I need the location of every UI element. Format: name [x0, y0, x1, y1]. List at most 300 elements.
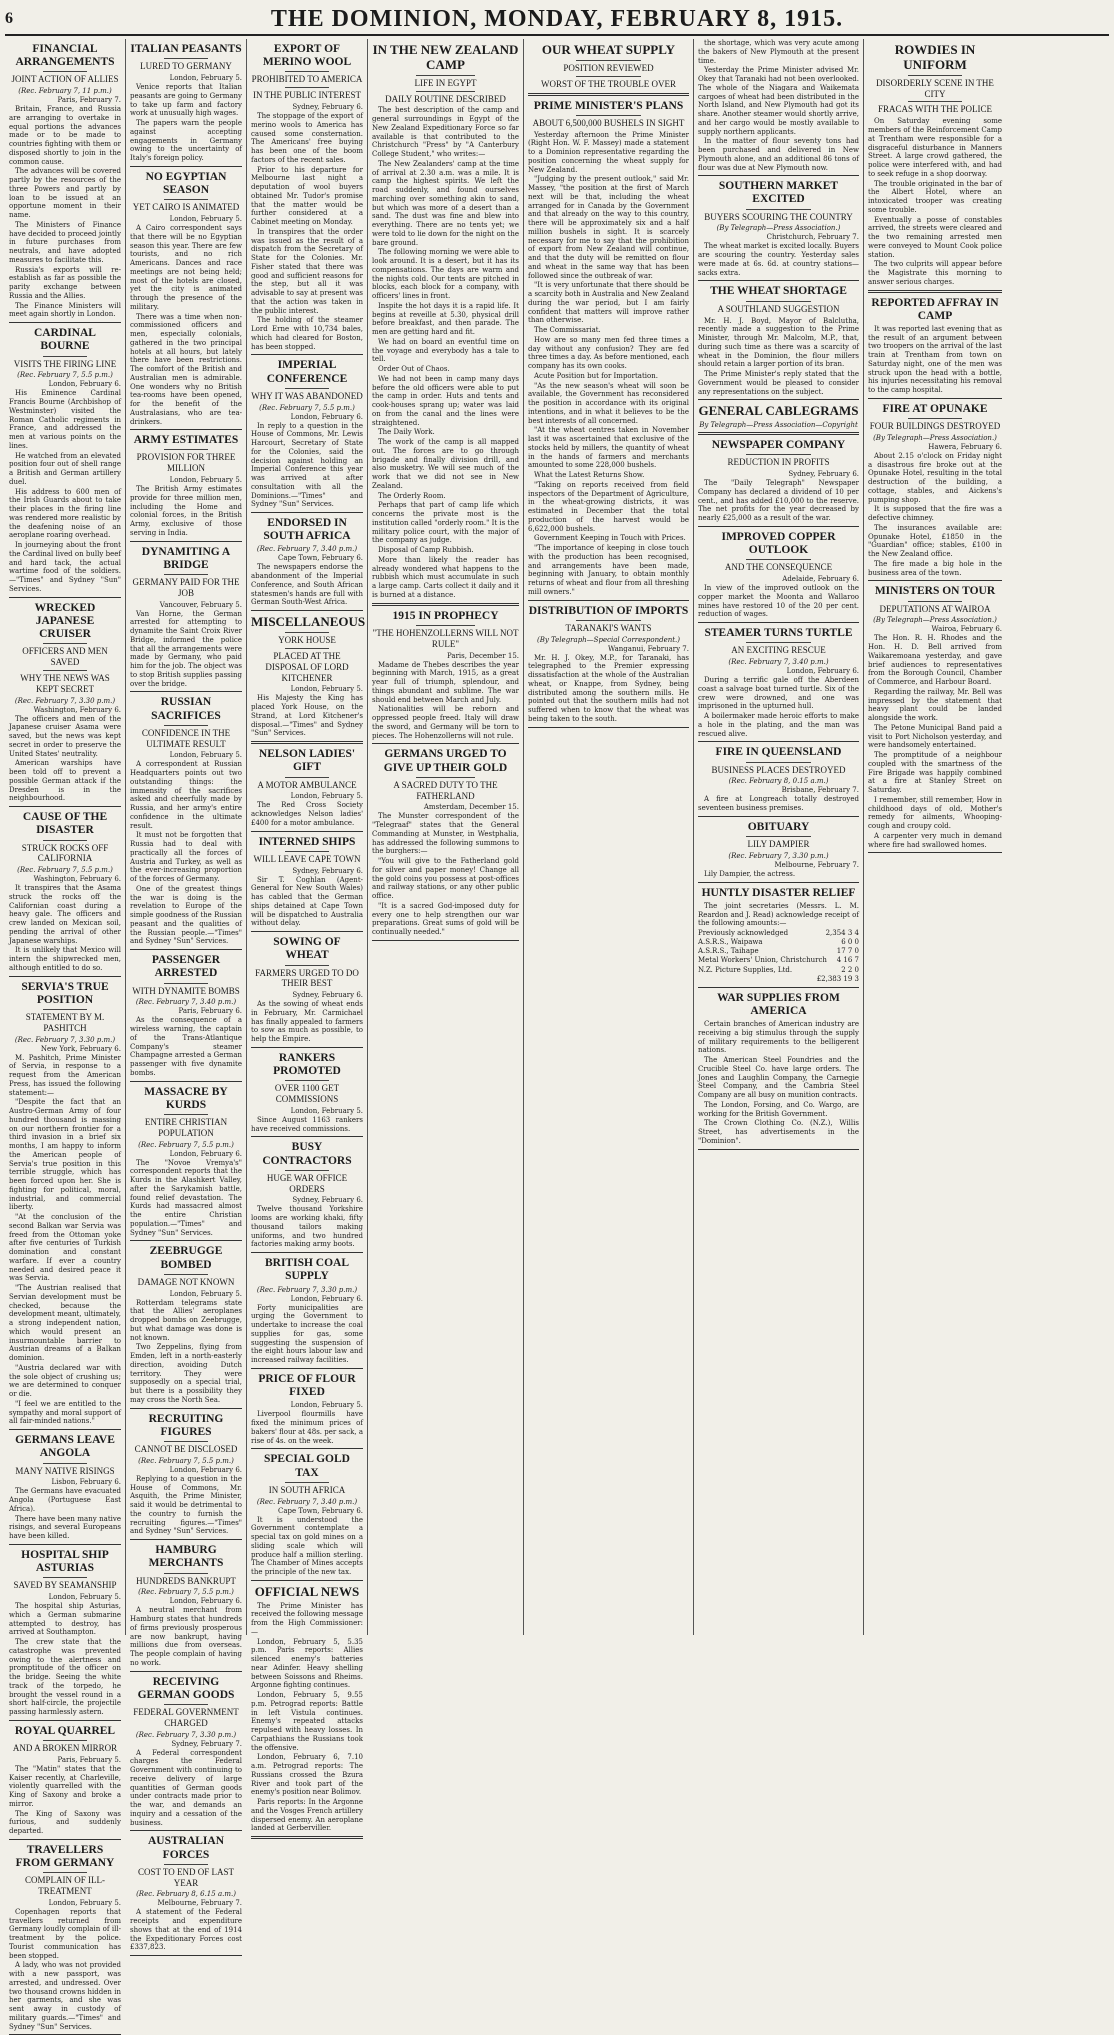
article: [251, 1373, 363, 1449]
article-paragraph: "The Austrian realised that Servian development must be checked, because the development meant, ultimately, a strong independent nation, which would present an insurmountable barrier to Austrian dreams of a Balkan dominion.: [9, 1284, 121, 1363]
article-credit: (Rec. February 7, 5.5 p.m.): [17, 866, 113, 875]
heading-rule: [285, 388, 330, 389]
article-separator: [698, 175, 859, 176]
article-heading: MINISTERS ON TOUR: [874, 585, 996, 598]
heading-rule: [746, 209, 810, 210]
list-item: [698, 938, 859, 947]
article-subheading: DAMAGE NOT KNOWN: [137, 1276, 235, 1287]
article: [9, 1434, 121, 1545]
article-credit: (Rec. February 7, 3.30 p.m.): [728, 851, 829, 860]
heading-rule: [285, 71, 330, 72]
article-dateline: Amsterdam, December 15.: [423, 803, 519, 812]
article-paragraph: Replying to a question in the House of Commons, Mr. Asquith, the Prime Minister, said it would be detrimental to the country to furnish the recruiting figures.—"Times" and Sydney "Sun" Services.: [130, 1474, 242, 1536]
article-dateline: Sydney, February 6.: [292, 1196, 363, 1205]
article: [251, 1585, 363, 1839]
article: [868, 585, 1002, 853]
article-paragraph: A correspondent at Russian Headquarters points out two outstanding things: the immensity of the sacrifices asked and cheerfully made by Russia, and her army's entire confidence in the ultimate result.: [130, 760, 242, 830]
article: [698, 746, 859, 817]
article-paragraph: Disposal of Camp Rubbish.: [378, 546, 474, 555]
article-paragraph: Lily Dampier, the actress.: [704, 869, 796, 878]
article-paragraph: Regarding the railway, Mr. Bell was impressed by the statement that heavy plant could be landed alongside the work.: [868, 687, 1002, 723]
article: [868, 403, 1002, 582]
article: [251, 517, 363, 611]
article-paragraph: A statement of the Federal receipts and expenditure shows that at the end of 1914 the Expeditionary Forces cost £337,823.: [130, 1908, 242, 1952]
article: [698, 285, 859, 400]
article: [251, 1141, 363, 1253]
article-paragraph: Prior to his departure for Melbourne last night a deputation of wool buyers obtained Mr. Tudor's promise that the matter would be further considered at a Cabinet meeting on Monday.: [251, 165, 363, 227]
article: [130, 1413, 242, 1540]
heading-rule: [285, 777, 330, 778]
article-paragraph: The hospital ship Asturias, which a German submarine attempted to destroy, has arrived at Southampton.: [9, 1602, 121, 1637]
article: [130, 1835, 242, 1956]
article-heading: ROYAL QUARREL: [14, 1724, 116, 1737]
article-credit: (Rec. February 7, 3.30 p.m.): [14, 1035, 116, 1044]
article: [251, 936, 363, 1048]
article: [9, 811, 121, 977]
article-subheading: A MOTOR AMBULANCE: [257, 779, 357, 790]
article-heading: ROWDIES IN UNIFORM: [894, 42, 976, 72]
article-separator: [698, 622, 859, 623]
article-dateline: Hawera, February 6.: [928, 442, 1002, 451]
article: [698, 531, 859, 623]
article-separator: [251, 831, 363, 832]
article-separator: [9, 806, 121, 807]
article-subheading: HUNDREDS BANKRUPT: [136, 1575, 236, 1586]
list-item-label: A.S.R.S., Taihape: [698, 947, 759, 956]
article-paragraph: There was a time when non-commissioned officers and men, especially colonials, gathered in the two principal hotels at all hours, but lately there have been restrictions. The comfort of the British and Australian men is admirable. One wonders why no British tea-rooms have been opened, for the benefit of the Australasians, who are tea-drinkers.: [130, 312, 242, 426]
article-paragraph: "As the new season's wheat will soon be available, the Government has reconsidered the position in accordance with its original intentions, and in what it believes to be the best interests of all concerned.: [528, 381, 689, 425]
article-heading: RECEIVING GERMAN GOODS: [137, 1675, 235, 1701]
article-separator: [130, 429, 242, 430]
article-subheading: FARMERS URGED TO DO THEIR BEST: [255, 967, 359, 989]
article-paragraph: The papers warn the people against accepting engagements in Germany owing to the uncertainty of Italy's foreign policy.: [130, 119, 242, 163]
article-dateline: Paris, December 15.: [447, 651, 519, 660]
article-credit: (Rec. February 7, 3.30 p.m.): [256, 1285, 358, 1294]
article-heading: MISCELLANEOUS: [251, 614, 366, 630]
article-credit: (Rec. February 8, 6.15 a.m.): [136, 1890, 236, 1899]
article-heading: HOSPITAL SHIP ASTURIAS: [21, 1548, 109, 1575]
article-subheading: WHY IT WAS ABANDONED: [251, 390, 363, 401]
list-item-label: A.S.R.S., Waipawa: [698, 938, 763, 947]
article-paragraph: the shortage, which was very acute among the bakers of New Plymouth at the present time.: [698, 39, 859, 65]
article-heading: GERMANS URGED TO GIVE UP THEIR GOLD: [383, 748, 508, 774]
heading-rule: [285, 1170, 330, 1171]
article-subheading: A SACRED DUTY TO THE FATHERLAND: [393, 779, 498, 801]
heading-rule: [43, 356, 88, 357]
list-item: [698, 947, 859, 956]
article-subheading: AND THE CONSEQUENCE: [724, 562, 833, 573]
article-separator: [130, 166, 242, 167]
article-dateline: Washington, February 6.: [33, 875, 121, 884]
article-paragraph: Mr. H. J. Boyd, Mayor of Balclutha, recently made a suggestion to the Prime Minister, through Mr. Malcolm, M.P., that, during such time as there was a scarcity of wheat in the Dominion, the flour millers should retain a larger portion of its bran.: [698, 316, 859, 369]
heading-rule: [43, 643, 88, 644]
article-dateline: Sydney, February 7.: [171, 1739, 242, 1748]
article-subheading: POSITION REVIEWED: [563, 62, 654, 73]
article: [130, 1086, 242, 1242]
article-paragraph: In journeying about the front the Cardinal lived on bully beef and hard tack, the actual wartime food of the soldiers.—"Times" and Sydney "Sun" Services.: [9, 541, 121, 593]
article-paragraph: "You will give to the Fatherland gold for silver and paper money! Change all the gold coins you possess at post-offices and railway stations, or any other public office.: [372, 857, 519, 901]
article-paragraph: The King of Saxony was furious, and suddenly departed.: [9, 1809, 121, 1836]
article-heading: IMPERIAL CONFERENCE: [266, 359, 348, 385]
article-paragraph: A Cairo correspondent says that there will be no Egyptian season this year. There are few tourists, and no rich Americans. Dances and race meetings are not being held; most of the hotels are closed, yet the city is animated through the presence of the military.: [130, 224, 242, 311]
article-paragraph: Certain branches of American industry are receiving a big stimulus through the supply of military requirements to the belligerent nations.: [698, 1020, 859, 1055]
article-heading: NO EGYPTIAN SEASON: [145, 170, 227, 196]
article-paragraph: "At the conclusion of the second Balkan war Servia was freed from the Ottoman yoke after five centuries of Turkish domination and constant warfare. If ever a country needed and desired peace it was Servia.: [9, 1213, 121, 1283]
article-separator: [130, 949, 242, 950]
article-paragraph: As the consequence of a wireless warning, the captain of the Trans-Atlantique Company's steamer Champagne arrested a German passenger with five dynamite bombs.: [130, 1016, 242, 1077]
article: [251, 1453, 363, 1580]
article-subheading: WORST OF THE TROUBLE OVER: [540, 78, 676, 89]
article-separator: [698, 399, 859, 400]
article-paragraph: His Majesty the King has placed York House, on the Strand, at Lord Kitchener's disposal.—"Times" and Sydney "Sun" Services.: [251, 694, 363, 738]
article-separator: [698, 1149, 859, 1150]
article-credit: (Rec. February 7, 5.5 p.m.): [138, 1588, 234, 1597]
article-heading: STEAMER TURNS TURTLE: [704, 627, 853, 640]
article-paragraph: A Federal correspondent charges the Federal Government with continuing to receive delivery of large quantities of German goods under contracts made prior to the war, and demands an inquiry and a cessation of the business.: [130, 1748, 242, 1827]
article-paragraph: The officers and men of the Japanese cruiser Asama were saved, but the news was kept secret in order to preserve the United States' neutrality.: [9, 714, 121, 758]
article-paragraph: The joint secretaries (Messrs. L. M. Reardon and J. Read) acknowledge receipt of the following amounts:—: [698, 901, 859, 928]
heading-rule: [746, 762, 810, 763]
article-paragraph: The Ministers of Finance have decided to proceed jointly in future purchases from neutrals, and have adopted measures to facilitate this.: [9, 220, 121, 264]
article-paragraph: It is supposed that the fire was a defective chimney.: [868, 505, 1002, 523]
article-heading: RECRUITING FIGURES: [148, 1412, 224, 1438]
article-paragraph: During a terrific gale off the Aberdeen coast a salvage boat turned turtle. Six of the crew were drowned, and one was imprisoned in the upturned hull.: [698, 676, 859, 711]
article: [868, 43, 1002, 293]
article-paragraph: Van Horne, the German arrested for attempting to dynamite the Saint Croix River Bridge, informed the police that all the arrangements were made by Germany, who paid him for the job. The object was to stop British supplies passing over the bridge.: [130, 609, 242, 688]
article-paragraph: Since August 1163 rankers have received commissions.: [251, 1115, 363, 1133]
article-heading: SOUTHERN MARKET EXCITED: [718, 180, 839, 206]
article: [9, 981, 121, 1431]
heading-rule: [164, 983, 209, 984]
article-heading: IMPROVED COPPER OUTLOOK: [721, 530, 836, 557]
article-separator: [9, 322, 121, 323]
article-subheading: LILY DAMPIER: [747, 839, 810, 850]
article-paragraph: Rotterdam telegrams state that the Allies' aeroplanes dropped bombs on Zeebrugge, but what damage was done is not known.: [130, 1298, 242, 1342]
article-credit: (Rec. February 7, 5.5 p.m.): [17, 371, 113, 380]
article-dateline: London, February 5.: [169, 1289, 242, 1298]
article-paragraph: As the sowing of wheat ends in February, Mr. Carmichael has finally appealed to farmers to sow as much as possible, to help the Empire.: [251, 1000, 363, 1044]
article-paragraph: The promptitude of a neighbour coupled with the smartness of the Fire Brigade was happily combined at a fire at Stanley Street on Saturday.: [868, 751, 1002, 795]
article-heading: SPECIAL GOLD TAX: [264, 1453, 350, 1479]
heading-rule: [908, 601, 962, 602]
article-credit: (By Telegraph—Press Association.): [716, 224, 841, 233]
article-dateline: Sydney, February 6.: [292, 991, 363, 1000]
article-heading: OFFICIAL NEWS: [254, 1583, 360, 1599]
article: [9, 1725, 121, 1840]
article-heading: TRAVELLERS FROM GERMANY: [15, 1843, 115, 1870]
article-paragraph: The best description of the camp and general surroundings in Egypt of the New Zealand Expeditionary Force so far available is that contributed to the Christchurch "Press" by "A Canterbury College Student," who writes:—: [372, 106, 519, 159]
article: [251, 1052, 363, 1138]
article-paragraph: It was reported last evening that as the result of an argument between two troopers on the arrival of the last train at Trentham from town on Saturday night, one of the men was struck upon the head with a bottle, his injuries necessitating his removal to the camp hospital.: [868, 324, 1002, 395]
article-dateline: London, February 6.: [169, 1149, 242, 1158]
column-7: [864, 39, 1006, 1635]
heading-rule: [908, 75, 962, 76]
heading-rule: [285, 1080, 330, 1081]
article-paragraph: Nationalities will be reborn and oppressed people freed. Italy will draw the sword, and Germany will be torn to pieces. The Hohenzollerns will not rule.: [372, 705, 519, 740]
heading-rule: [164, 1441, 209, 1442]
article-separator: [130, 1408, 242, 1409]
article-subheading: IN THE PUBLIC INTEREST: [252, 90, 362, 101]
heading-rule: [285, 632, 330, 633]
article-paragraph: A fire at Longreach totally destroyed seventeen business premises.: [698, 795, 859, 813]
article: [698, 627, 859, 742]
article-paragraph: The Commissariat.: [534, 326, 601, 335]
article-heading: FIRE IN QUEENSLAND: [715, 746, 842, 759]
article-paragraph: His Eminence Cardinal Francis Bourne (Archbishop of Westminster) visited the Roman Catholic regiments in France, and addressed the men at various points on the lines.: [9, 389, 121, 450]
article: [9, 602, 121, 807]
article-heading: PRICE OF FLOUR FIXED: [258, 1372, 356, 1399]
article-paragraph: The Daily Work.: [378, 428, 435, 437]
article-dateline: London, February 6.: [786, 667, 859, 676]
article-paragraph: Liverpool flourmills have fixed the minimum prices of bakers' flour at 48s. per sack, a rise of 4s. on the week.: [251, 1410, 363, 1445]
article-separator: [9, 1429, 121, 1430]
article-paragraph: The "Novoe Vremya's" correspondent reports that the Kurds in the Alashkert Valley, after the Sarykamish battle, found relief devastation. The Kurds had massacred almost the entire Christian population.—"Times" and Sydney "Sun" Services.: [130, 1158, 242, 1237]
heading-rule: [164, 1864, 209, 1865]
article: [372, 43, 519, 606]
heading-rule: [746, 454, 810, 455]
article-heading: RUSSIAN SACRIFICES: [151, 696, 221, 722]
article-paragraph: The holding of the steamer Lord Erne with 10,734 bales, which had cleared for Boston, has been stopped.: [251, 316, 363, 351]
article-separator: [698, 741, 859, 742]
article-dateline: London, February 5.: [290, 685, 363, 694]
article-paragraph: Yesterday afternoon the Prime Minister (Right Hon. W. F. Massey) made a statement to a Dominion representative regarding the position concerning the wheat supply for New Zealand.: [528, 130, 689, 174]
newspaper-page: [5, 4, 1109, 2031]
article-separator: [9, 1544, 121, 1545]
article-subheading: YET CAIRO IS ANIMATED: [132, 202, 240, 213]
article-paragraph: The Red Cross Society acknowledges Nelson ladies' £400 for a motor ambulance.: [251, 801, 363, 827]
heading-rule: [164, 725, 209, 726]
article-paragraph: There have been many native risings, and several Europeans have been killed.: [9, 1514, 121, 1541]
heading-rule: [908, 101, 962, 102]
article-subheading: PLACED AT THE DISPOSAL OF LORD KITCHENER: [265, 650, 349, 683]
heading-rule: [746, 559, 810, 560]
article-heading: SOWING OF WHEAT: [273, 936, 341, 962]
article-paragraph: It is understood the Government contemplate a special tax on gold mines on a sliding scale which will produce half a million sterling. The Chamber of Mines accepts the principle of the new tax.: [251, 1515, 363, 1577]
article-paragraph: Paris reports: In the Argonne and the Vosges French artillery dispersed enemy. An aeroplane landed at Gerberviller.: [251, 1798, 363, 1833]
article-heading: DISTRIBUTION OF IMPORTS: [528, 604, 689, 617]
article-heading: PASSENGER ARRESTED: [151, 954, 221, 980]
article-heading: THE WHEAT SHORTAGE: [710, 285, 847, 298]
article: [698, 992, 859, 1150]
list-item: [698, 956, 859, 965]
article-subheading: TARANAKI'S WANTS: [565, 622, 652, 633]
article-heading: OUR WHEAT SUPPLY: [541, 42, 676, 57]
article-dateline: Sydney, February 6.: [788, 470, 859, 479]
subscription-list: [698, 929, 859, 984]
article-separator: [130, 1240, 242, 1241]
article-credit: (Rec. February 7, 3.40 p.m.): [256, 1497, 358, 1506]
list-item: [698, 929, 859, 938]
article-paragraph: The crew state that the catastrophe was prevented owing to the alertness and promptitude of the officer on the bridge. Seeing the white track of the torpedo, he brought the vessel round in a short half-circle, the projectile passing harmlessly astern.: [9, 1638, 121, 1717]
article-paragraph: Sir T. Coghlan (Agent-General for New South Wales) has cabled that the German ships detained at Cape Town will be dispatched to Australia without delay.: [251, 875, 363, 928]
article-dateline: Melbourne, February 7.: [774, 860, 859, 869]
article-paragraph: The trouble originated in the bar of the Albert Hotel, where an intoxicated trooper was creating some trouble.: [868, 179, 1002, 214]
article-separator: [698, 526, 859, 527]
article-dateline: London, February 5.: [290, 1401, 363, 1410]
article-paragraph: The two culprits will appear before the Magistrate this morning to answer serious charges.: [868, 260, 1002, 286]
article-separator: [251, 931, 363, 932]
article-subheading: MANY NATIVE RISINGS: [15, 1465, 115, 1476]
article-paragraph: On Saturday evening some members of the Reinforcement Camp at Trentham were responsible for a disgraceful disturbance in Manners Street. A large crowd gathered, the police were interfered with, and had to seek refuge in a shop doorway.: [868, 117, 1002, 178]
article: [528, 100, 689, 601]
article-subheading: BUYERS SCOURING THE COUNTRY: [704, 211, 853, 222]
article-paragraph: The fire made a big hole in the business area of the town.: [868, 559, 1002, 577]
column-3: [247, 39, 368, 1833]
article-paragraph: We had not been in camp many days before the old officers were able to put the camp in order. Huts and tents and cook-houses sprang up; water was laid on from the canal and the lines were straightened.: [372, 374, 519, 427]
article-separator: [130, 691, 242, 692]
article-paragraph: The following morning we were able to look around. It is a desert, but it has its compensations. The days are warm and the nights cold. Our tents are pitched in blocks, each block for a company, with officers' lines in front.: [372, 248, 519, 301]
article-paragraph: Twelve thousand Yorkshire looms are working khaki, fifty thousand tailors making uniforms, and two hundred factories making army boots.: [251, 1205, 363, 1249]
article-subheading: REDUCTION IN PROFITS: [727, 457, 830, 468]
article-paragraph: Acute Position but for Importation.: [534, 371, 658, 380]
article: [251, 43, 363, 355]
article: [130, 1676, 242, 1832]
article-heading: BRITISH COAL SUPPLY: [264, 1257, 350, 1283]
article-paragraph: Copenhagen reports that travellers returned from Germany loudly complain of ill-treatment by the police. Tourist communication has been stopped.: [9, 1907, 121, 1960]
article-paragraph: About 2.15 o'clock on Friday night a disastrous fire broke out at the Opunake Hotel, resulting in the total destruction of the building, a cottage, stables, and Aickens's pumping shop.: [868, 451, 1002, 504]
article-dateline: Brisbane, February 7.: [781, 786, 859, 795]
article-paragraph: The Hon. R. H. Rhodes and the Hon. H. D. Bell arrived from Waikaremoana yesterday, and gave brief audiences to representatives from the Borough Council, Chamber of Commerce, and Harbour Board.: [868, 634, 1002, 687]
article-heading: FINANCIAL ARRANGEMENTS: [15, 43, 115, 69]
article-subheading: AN EXCITING RESCUE: [731, 645, 826, 656]
article-heading: DYNAMITING A BRIDGE: [141, 545, 231, 571]
heading-rule: [43, 71, 88, 72]
article-paragraph: "Judging by the present outlook," said Mr. Massey, "the position at the first of March next will be that, including the wheat arranged for in Canada by the Government and that already on the way to this country, there will be approximately six and a half million bushels in sight. It is scarcely necessary for me to say that the prohibition of export from New Zealand will continue, and that the duty will be remitted on flour and wheat in the same way that has been followed since the outbreak of war.: [528, 175, 689, 280]
article: [528, 43, 689, 96]
heading-rule: [164, 1114, 209, 1115]
article-paragraph: In the matter of flour seventy tons had been purchased and delivered in New Plymouth alone, and an additional 86 tons of flour was due at New Plymouth now.: [698, 137, 859, 172]
article-paragraph: He watched from an elevated position four out of shell range a British and German artillery duel.: [9, 451, 121, 486]
article-dateline: London, February 5.: [169, 215, 242, 223]
article-separator: [130, 1081, 242, 1082]
article: [9, 43, 121, 323]
heading-rule: [43, 840, 88, 841]
article-separator: [251, 354, 363, 355]
article: [9, 1549, 121, 1721]
article-dateline: Wairoa, February 6.: [931, 625, 1002, 634]
article-paragraph: Order Out of Chaos.: [378, 365, 450, 374]
article-credit: (Rec. February 7, 5.5 p.m.): [259, 403, 355, 412]
heading-rule: [164, 199, 209, 200]
heading-rule: [285, 1482, 330, 1483]
article-separator: [868, 852, 1002, 853]
article: [698, 887, 859, 988]
article-paragraph: The British Army estimates provide for three million men, including the Home and colonial forces, in the British Army, exclusive of those serving in India.: [130, 485, 242, 537]
article-heading: WAR SUPPLIES FROM AMERICA: [717, 991, 840, 1017]
article-paragraph: "Austria declared war with the sole object of crushing us; we are determined to conquer or die.: [9, 1363, 121, 1399]
article-dateline: London, February 5.: [290, 792, 363, 801]
article-separator: [528, 600, 689, 601]
article-subheading: OVER 1100 GET COMMISSIONS: [274, 1083, 340, 1105]
article-heading: GERMANS LEAVE ANGOLA: [15, 1434, 115, 1460]
article-subheading: LIFE IN EGYPT: [414, 77, 477, 88]
article: [130, 954, 242, 1081]
article-credit: (Rec. February 7, 11 p.m.): [18, 87, 112, 96]
article-subheading: PROHIBITED TO AMERICA: [251, 74, 363, 85]
article-subheading: OFFICERS AND MEN SAVED: [22, 646, 108, 668]
article-separator: [9, 1720, 121, 1721]
article-separator: [698, 987, 859, 988]
heading-rule: [43, 1009, 88, 1010]
article: [251, 359, 363, 513]
article-separator: [372, 603, 519, 606]
article-separator: [528, 93, 689, 96]
article-subheading: CONFIDENCE IN THE ULTIMATE RESULT: [141, 727, 231, 749]
article-paragraph: I remember, still remember, How in childhood days of old, Mother's remedy for ailments, Whooping-cough and croupy cold.: [868, 795, 1002, 831]
article-separator: [130, 1830, 242, 1831]
article-dateline: London, February 6.: [290, 1294, 363, 1303]
article-subheading: YORK HOUSE: [278, 635, 336, 646]
article-paragraph: Venice reports that Italian peasants are going to Germany to take up farm and factory work at unusually high wages.: [130, 83, 242, 118]
article: [251, 1257, 363, 1369]
article-dateline: Cape Town, February 6.: [278, 554, 363, 563]
article-paragraph: The newspapers endorse the abandonment of the Imperial Conference, and South African statesmen's hands are full with German South-West Africa.: [251, 563, 363, 607]
article-dateline: Wanganui, February 7.: [608, 644, 689, 653]
article-dateline: Adelaide, February 6.: [782, 575, 859, 584]
article-separator: [372, 743, 519, 744]
article: [528, 605, 689, 728]
article-dateline: Sydney, February 6.: [292, 103, 363, 112]
heading-rule: [164, 1274, 209, 1275]
list-item-amount: 6 0 0: [841, 938, 859, 947]
article-paragraph: "Taking on reports received from field inspectors of the Department of Agriculture, in the wheat-growing districts, it was estimated in December that the total production of the harvest would be 6,622,000 bushels.: [528, 480, 689, 533]
article-paragraph: Government Keeping in Touch with Prices.: [534, 534, 686, 543]
article-separator: [868, 580, 1002, 581]
article-credit: (By Telegraph—Special Correspondent.): [536, 635, 680, 644]
article-paragraph: The Orderly Room.: [378, 491, 446, 500]
article-paragraph: Yesterday the Prime Minister advised Mr. Okey that Taranaki had not been overlooked. The whole of the Niagara and Waikemata cargoes of wheat had been distributed in the North Island, and New Plymouth had got its share. Another steamer would shortly arrive, and her cargo would be mostly available to supply northern applicants.: [698, 66, 859, 136]
heading-rule: [43, 1740, 88, 1741]
article-subheading: FRACAS WITH THE POLICE: [878, 104, 992, 115]
article-heading: EXPORT OF MERINO WOOL: [262, 43, 352, 69]
article-paragraph: Britain, France, and Russia are arranging to overtake in equal portions the advances made or to be made to countries fighting with them or disposed shortly to join in the common cause.: [9, 105, 121, 166]
article-credit: By Telegraph—Press Association—Copyright: [699, 421, 858, 430]
article: [130, 43, 242, 167]
article-separator: [251, 1047, 363, 1048]
article-paragraph: The wheat market is excited locally. Buyers are scouring the country. Yesterday sales were made at 6s. 6d. at country stations—sacks extra.: [698, 242, 859, 277]
heading-rule: [164, 1704, 209, 1705]
article-heading: 1915 IN PROPHECY: [392, 609, 499, 622]
article-paragraph: American warships have been told off to prevent a possible German attack if the Dresden is in the neighbourhood.: [9, 759, 121, 803]
article-paragraph: More than likely the reader has already wondered what happens to the rubbish which must accumulate in such a large camp. Carts collect it daily and it is burned at a distance.: [372, 555, 519, 599]
article-paragraph: A neutral merchant from Hamburg states that hundreds of firms previously prosperous are now bankrupt, having millions due from overseas. The people complain of having no work.: [130, 1606, 242, 1667]
heading-rule: [285, 87, 330, 88]
column-4: [368, 39, 524, 1635]
article-credit: (Rec. February 7, 3.40 p.m.): [135, 998, 237, 1007]
article-paragraph: London, February 5, 5.35 p.m. Paris reports: Allies silenced enemy's batteries near Adinfer. Heavy shelling between Soissons and Rheims. Argonne fighting continues.: [251, 1637, 363, 1690]
article-dateline: London, February 6.: [290, 412, 363, 421]
article-heading: PRIME MINISTER'S PLANS: [533, 99, 684, 112]
article-paragraph: We had on board an eventful time on the voyage and everybody has a tale to tell.: [372, 337, 519, 364]
article-heading: OBITUARY: [747, 820, 810, 833]
article-credit: (By Telegraph—Press Association.): [873, 433, 997, 442]
article-subheading: ABOUT 6,500,000 BUSHELS IN SIGHT: [532, 117, 685, 128]
article-subheading: STATEMENT BY M. PASHITCH: [25, 1012, 105, 1033]
article-dateline: London, February 5.: [169, 476, 242, 485]
heading-rule: [908, 418, 962, 419]
article-credit: (Rec. February 7, 3.30 p.m.): [135, 1730, 237, 1739]
heading-rule: [416, 91, 475, 92]
article-paragraph: A boilermaker made heroic efforts to make a hole in the plating, and the man was rescued alive.: [698, 712, 859, 738]
heading-rule: [43, 670, 88, 671]
heading-rule: [164, 1573, 209, 1574]
article-subheading: A SOUTHLAND SUGGESTION: [717, 303, 840, 314]
article-paragraph: One of the greatest things the war is doing is the revelation to Europe of the simple goodness of the Russian peasant and the qualities of the Russian people.—"Times" and Sydney "Sun" Services.: [130, 884, 242, 946]
article-paragraph: The Petone Municipal Band paid a visit to Port Nicholson yesterday, and were handsomely entertained.: [868, 723, 1002, 750]
article-dateline: London, February 5.: [290, 1106, 363, 1115]
article-subheading: WITH DYNAMITE BOMBS: [132, 985, 240, 996]
article-paragraph: It transpires that the Asama struck the rocks off the Californian coast during a heavy gale. The officers and crew landed on Mexican soil, pending the arrival of other Japanese warships.: [9, 884, 121, 945]
